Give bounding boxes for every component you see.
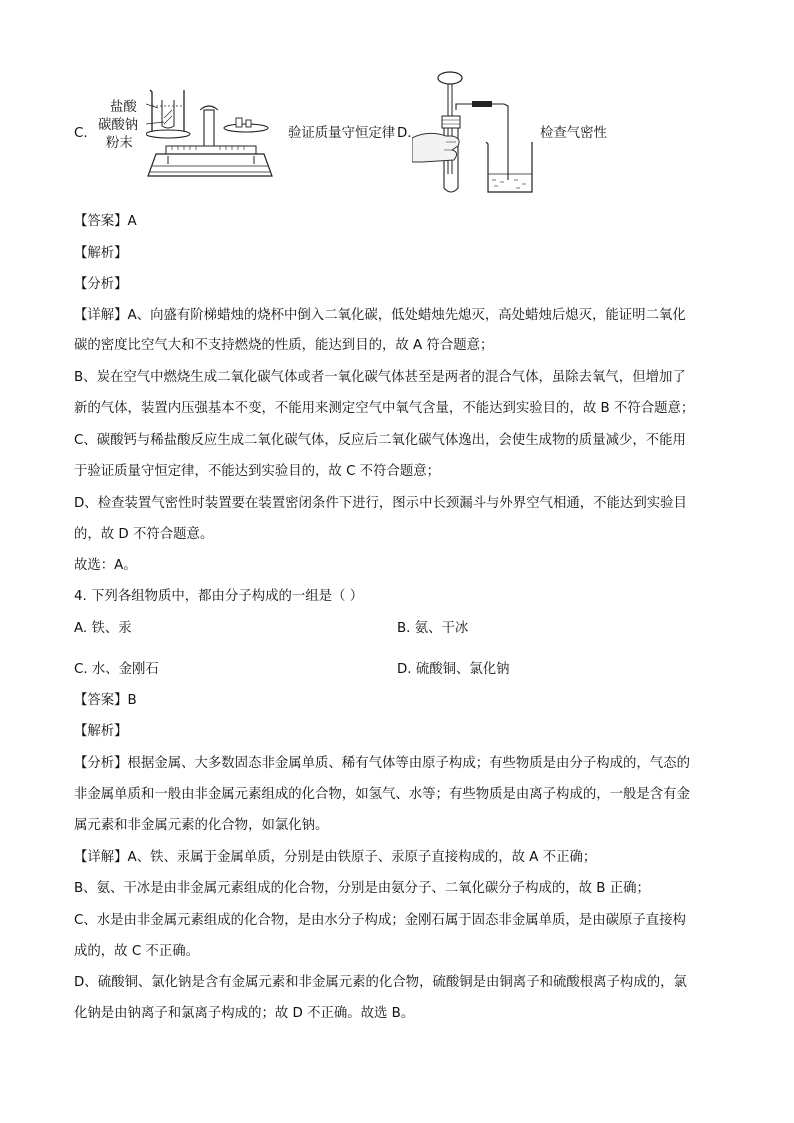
q4-stem: 4. 下列各组物质中，都由分子构成的一组是（ ） bbox=[74, 589, 364, 604]
q4-option-b: B. 氨、干冰 bbox=[397, 621, 469, 636]
q3-detail-b-2: 新的气体，装置内压强基本不变，不能用来测定空气中氧气含量，不能达到实验目的，故 B 不符合题意； bbox=[74, 401, 695, 416]
q4-detail-d-2: 化钠是由钠离子和氯离子构成的；故 D 不正确。故选 B。 bbox=[74, 1006, 415, 1021]
q3-detail-c-2: 于验证质量守恒定律，不能达到实验目的，故 C 不符合题意； bbox=[74, 464, 441, 479]
q4-detail-c-2: 成的，故 C 不正确。 bbox=[74, 944, 199, 959]
q4-detail-c-1: C、水是由非金属元素组成的化合物，是由水分子构成；金刚石属于固态非金属单质，是由碳原子直接构 bbox=[74, 913, 686, 928]
figure-d-caption: 检查气密性 bbox=[540, 126, 607, 141]
q3-answer: 【答案】A bbox=[74, 214, 137, 229]
q4-option-a: A. 铁、汞 bbox=[74, 621, 132, 636]
q3-detail-c-1: C、碳酸钙与稀盐酸反应生成二氧化碳气体，反应后二氧化碳气体逸出，会使生成物的质量减少，不能用 bbox=[74, 433, 686, 448]
q4-answer: 【答案】B bbox=[74, 693, 137, 708]
q3-detail-d-1: D、检查装置气密性时装置要在装置密闭条件下进行，图示中长颈漏斗与外界空气相通，不能达到实验目 bbox=[74, 496, 687, 511]
q4-detail-b: B、氨、干冰是由非金属元素组成的化合物，分别是由氨分子、二氧化碳分子构成的，故 B 正确； bbox=[74, 881, 650, 896]
q3-detail-d-2: 的，故 D 不符合题意。 bbox=[74, 527, 214, 542]
label-powder: 粉末 bbox=[106, 136, 133, 151]
q4-fenxi-3: 属元素和非金属元素的化合物，如氯化钠。 bbox=[74, 818, 329, 833]
q4-option-d: D. 硫酸铜、氯化钠 bbox=[397, 662, 510, 677]
q3-jiexi: 【解析】 bbox=[74, 246, 128, 261]
q4-fenxi-2: 非金属单质和一般由非金属元素组成的化合物，如氢气、水等；有些物质是由离子构成的，一般是含有金 bbox=[74, 787, 690, 802]
q3-detail-b-1: B、炭在空气中燃烧生成二氧化碳气体或者一氧化碳气体甚至是两者的混合气体，虽除去氧气，但增加了 bbox=[74, 370, 686, 385]
figure-c-caption: 验证质量守恒定律 bbox=[288, 126, 396, 141]
q4-fenxi-1: 【分析】根据金属、大多数固态非金属单质、稀有气体等由原子构成；有些物质是由分子构成的，气态的 bbox=[74, 756, 690, 771]
q4-jiexi: 【解析】 bbox=[74, 724, 128, 739]
label-hcl: 盐酸 bbox=[110, 100, 137, 115]
q4-detail-a: 【详解】A、铁、汞属于金属单质，分别是由铁原子、汞原子直接构成的，故 A 不正确； bbox=[74, 850, 597, 865]
figure-c-option: C. bbox=[74, 126, 88, 141]
balance-figure bbox=[146, 86, 286, 186]
q3-choose: 故选：A。 bbox=[74, 558, 137, 573]
q4-option-c: C. 水、金刚石 bbox=[74, 662, 159, 677]
q3-detail-a-1: 【详解】A、向盛有阶梯蜡烛的烧杯中倒入二氧化碳，低处蜡烛先熄灭，高处蜡烛后熄灭，能证明二氧化 bbox=[74, 308, 686, 323]
q3-detail-a-2: 碳的密度比空气大和不支持燃烧的性质，能达到目的，故 A 符合题意； bbox=[74, 338, 494, 353]
q4-detail-d-1: D、硫酸铜、氯化钠是含有金属元素和非金属元素的化合物，硫酸铜是由铜离子和硫酸根离子构成的，氯 bbox=[74, 975, 687, 990]
figure-d-option: D. bbox=[397, 126, 412, 141]
label-na2co3: 碳酸钠 bbox=[98, 118, 139, 133]
q3-fenxi: 【分析】 bbox=[74, 277, 128, 292]
airtightness-figure bbox=[412, 70, 542, 196]
